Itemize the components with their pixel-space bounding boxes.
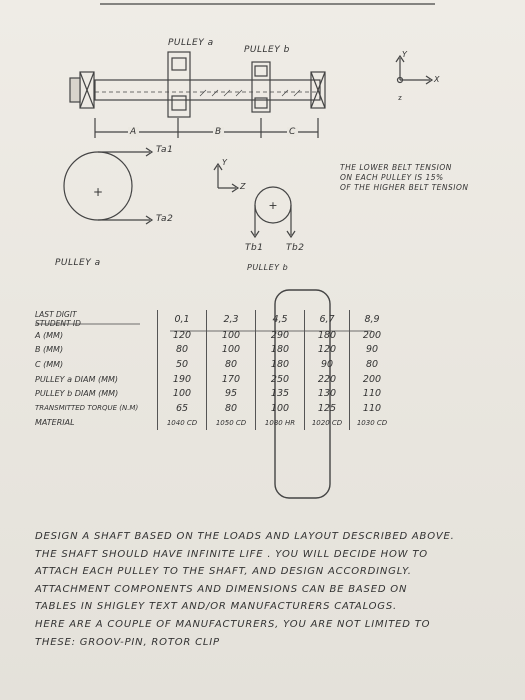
table-cell: 100 — [207, 328, 256, 343]
belt-tension-note — [340, 163, 469, 193]
table-cell: 110 — [350, 386, 395, 401]
pulley-a-label: PULLEY a — [55, 258, 101, 268]
row-label: A (MM) — [35, 330, 64, 340]
table-cell: 80 — [207, 401, 256, 416]
pulley-a-hub — [168, 52, 190, 117]
column-header: 0,1 — [158, 310, 207, 328]
table-cell: 190 — [158, 372, 207, 387]
table-cell: 1040 CD — [158, 416, 207, 431]
statement-line: THESE: GROOV-PIN, ROTOR CLIP — [35, 636, 220, 648]
table-cell: 250 — [256, 372, 305, 387]
pulley-a-key-bottom — [172, 96, 186, 110]
table-row — [33, 328, 394, 343]
problem-statement — [35, 528, 500, 651]
table-cell: 90 — [305, 357, 350, 372]
table-cell: 100 — [256, 401, 305, 416]
table-cell: 50 — [158, 357, 207, 372]
axis-y-label: Y — [402, 50, 408, 59]
header-label-line-1: LAST DIGIT — [35, 310, 77, 319]
pulley-a-center-mark: + — [92, 185, 104, 199]
dim-a-label: A — [130, 127, 137, 137]
ta1-label: Ta1 — [156, 145, 174, 155]
statement-line: TABLES IN SHIGLEY TEXT AND/OR MANUFACTURERS CATALOGS. — [35, 601, 397, 613]
design-parameters-table — [33, 310, 394, 430]
table-header-row — [33, 310, 394, 328]
table-cell: 170 — [207, 372, 256, 387]
ta2-label: Ta2 — [156, 214, 174, 224]
left-bearing-cap — [70, 78, 80, 102]
table-cell: 290 — [256, 328, 305, 343]
mid-axis-z-label: Z — [240, 182, 246, 191]
pulley-b-label: PULLEY b — [247, 263, 289, 272]
note-line: OF THE HIGHER BELT TENSION — [340, 183, 469, 192]
table-cell: 100 — [207, 343, 256, 358]
axis-x-label: X — [434, 75, 440, 84]
table-cell: 1030 CD — [350, 416, 395, 431]
table-cell: 120 — [305, 343, 350, 358]
table-cell: 90 — [350, 343, 395, 358]
table-cell: 125 — [305, 401, 350, 416]
shaft — [95, 80, 320, 100]
header-label-cell — [33, 310, 158, 328]
table-cell: 95 — [207, 386, 256, 401]
table-cell: 100 — [158, 386, 207, 401]
table-cell: 80 — [207, 357, 256, 372]
table-cell: 180 — [305, 328, 350, 343]
table-row — [33, 372, 394, 387]
statement-line: DESIGN A SHAFT BASED ON THE LOADS AND LAYOUT DESCRIBED ABOVE. — [35, 531, 455, 542]
table-row — [33, 416, 394, 431]
note-line: THE LOWER BELT TENSION — [340, 163, 452, 172]
note-line: ON EACH PULLEY IS 15% — [340, 173, 444, 182]
table-cell: 80 — [158, 343, 207, 358]
row-label: C (MM) — [35, 359, 64, 369]
table-row — [33, 343, 394, 358]
table-cell: 200 — [350, 372, 395, 387]
column-header: 4,5 — [256, 310, 305, 328]
table-row — [33, 357, 394, 372]
pulley-b-center-mark: + — [268, 199, 278, 212]
table-cell: 120 — [158, 328, 207, 343]
row-label: PULLEY b DIAM (MM) — [35, 389, 119, 399]
table-cell: 220 — [305, 372, 350, 387]
axis-origin-z-mark: z — [398, 94, 402, 102]
mid-axis-y-label: Y — [222, 158, 228, 167]
pulley-a-top-label: PULLEY a — [168, 38, 214, 48]
table-cell: 130 — [305, 386, 350, 401]
row-label: PULLEY a DIAM (MM) — [35, 374, 119, 384]
pulley-b-top-label: PULLEY b — [244, 45, 290, 55]
table-cell: 1020 CD — [305, 416, 350, 431]
statement-line: ATTACHMENT COMPONENTS AND DIMENSIONS CAN BE BASED ON — [35, 583, 408, 595]
column-header: 6,7 — [305, 310, 350, 328]
row-label: MATERIAL — [35, 418, 75, 428]
tb2-label: Tb2 — [286, 243, 305, 253]
column-header: 8,9 — [350, 310, 395, 328]
header-label-line-2: STUDENT ID — [35, 319, 81, 328]
table-row — [33, 386, 394, 401]
statement-line: ATTACH EACH PULLEY TO THE SHAFT, AND DESIGN ACCORDINGLY. — [35, 566, 412, 578]
table-row — [33, 401, 394, 416]
dim-c-label: C — [289, 127, 296, 137]
table-cell: 65 — [158, 401, 207, 416]
table-cell: 1050 CD — [207, 416, 256, 431]
row-label: B (MM) — [35, 345, 64, 355]
table-cell: 180 — [256, 357, 305, 372]
pulley-a-key-top — [172, 58, 186, 70]
tb1-label: Tb1 — [245, 243, 264, 253]
table-cell: 200 — [350, 328, 395, 343]
statement-line: HERE ARE A COUPLE OF MANUFACTURERS, YOU ARE NOT LIMITED TO — [35, 618, 431, 630]
pulley-b-key-top — [255, 66, 267, 76]
table-cell: 110 — [350, 401, 395, 416]
column-header: 2,3 — [207, 310, 256, 328]
dim-b-label: B — [215, 127, 222, 137]
table-cell: 180 — [256, 343, 305, 358]
table-cell: 80 — [350, 357, 395, 372]
shaft-hatching — [200, 90, 300, 96]
statement-line: THE SHAFT SHOULD HAVE INFINITE LIFE . YOU WILL DECIDE HOW TO — [35, 548, 428, 560]
table-cell: 1080 HR — [256, 416, 305, 431]
table-cell: 135 — [256, 386, 305, 401]
row-label: TRANSMITTED TORQUE (N.M) — [35, 404, 139, 413]
